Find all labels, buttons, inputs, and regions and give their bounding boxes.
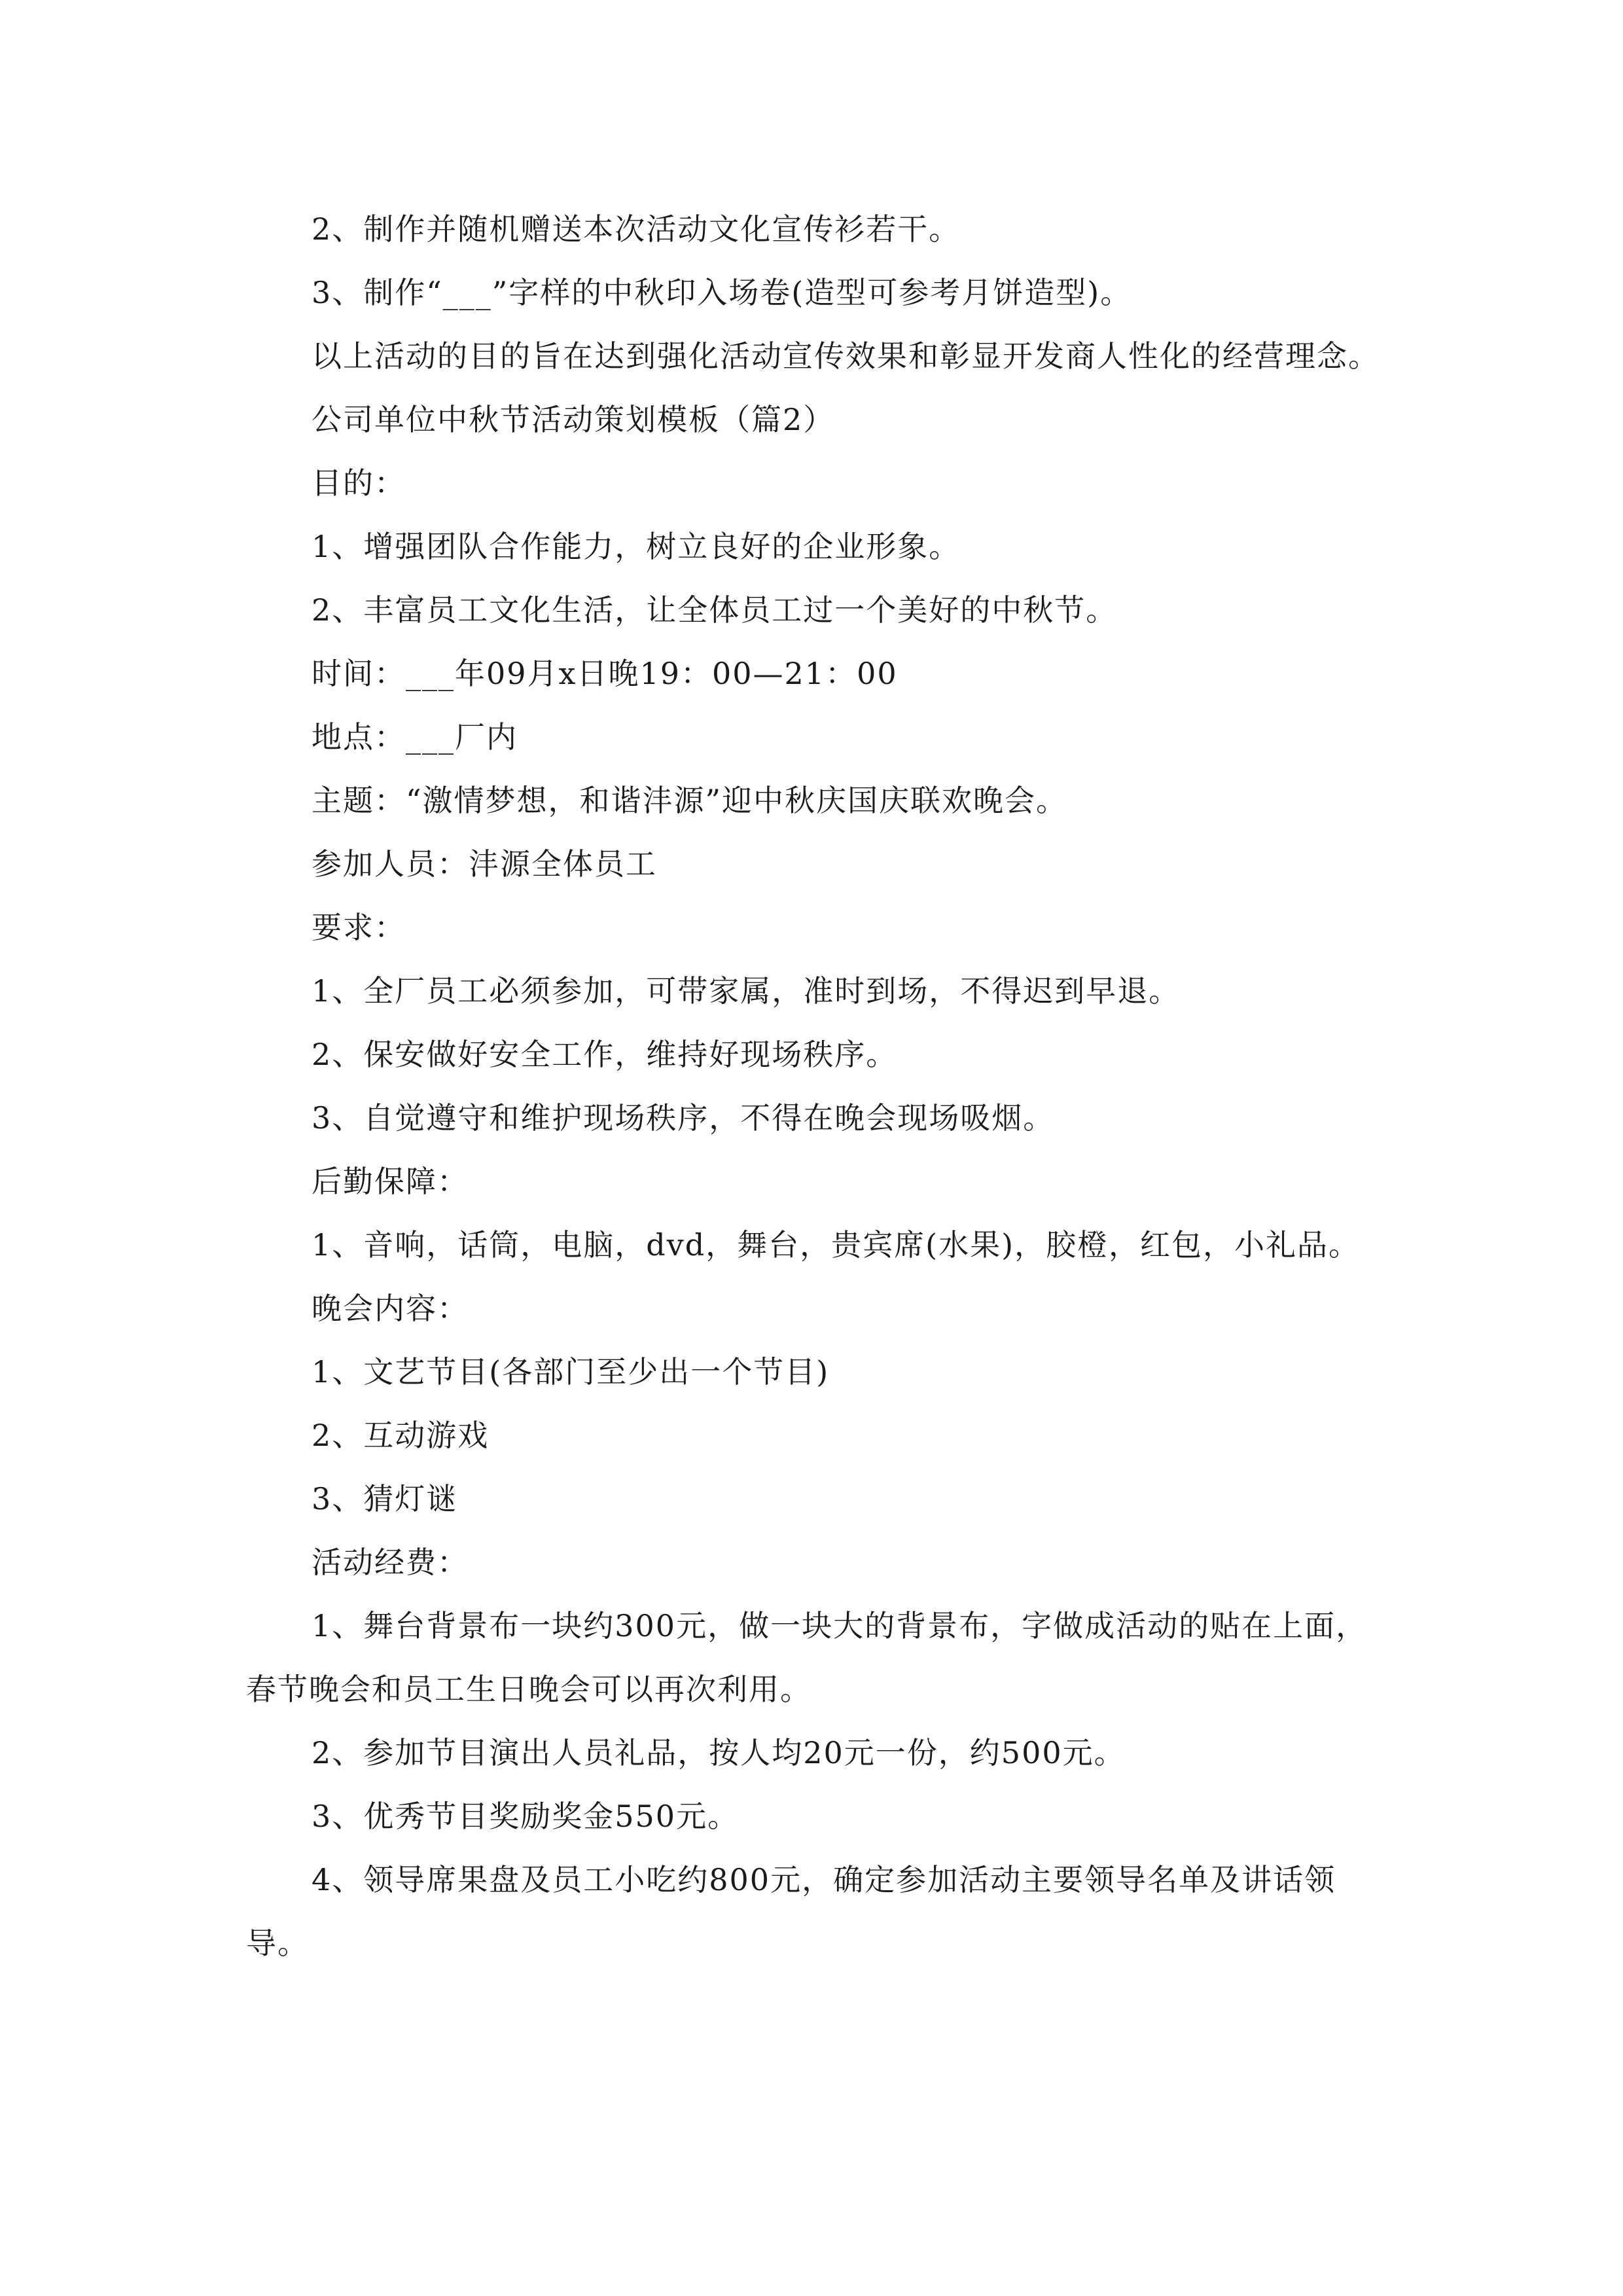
time-line: 时间：___年09月x日晚19：00—21：00 [312, 656, 898, 691]
list-item: 3、制作“___”字样的中秋印入场卷(造型可参考月饼造型)。 [312, 275, 1132, 310]
list-item: 1、音响，话筒，电脑，dvd，舞台，贵宾席(水果)，胶橙，红包，小礼品。 [312, 1227, 1361, 1263]
section-heading: 晚会内容： [312, 1291, 469, 1326]
list-item: 2、参加节目演出人员礼品，按人均20元一份，约500元。 [312, 1735, 1126, 1770]
section-heading: 活动经费： [312, 1545, 469, 1580]
list-item: 4、领导席果盘及员工小吃约800元，确定参加活动主要领导名单及讲话领导。 [246, 1862, 1336, 1961]
list-item: 3、自觉遵守和维护现场秩序，不得在晚会现场吸烟。 [312, 1100, 1055, 1136]
section-title: 公司单位中秋节活动策划模板（篇2） [312, 402, 835, 437]
list-item: 1、全厂员工必须参加，可带家属，准时到场，不得迟到早退。 [312, 973, 1181, 1009]
paragraph: 以上活动的目的旨在达到强化活动宣传效果和彰显开发商人性化的经营理念。 [312, 338, 1380, 374]
list-item: 3、猜灯谜 [312, 1481, 458, 1516]
section-heading: 要求： [312, 910, 406, 945]
list-item: 2、互动游戏 [312, 1418, 490, 1453]
section-heading: 后勤保障： [312, 1164, 469, 1199]
location-line: 地点：___厂内 [312, 719, 518, 755]
participants-line: 参加人员：沣源全体员工 [312, 846, 657, 882]
section-heading: 目的： [312, 465, 406, 501]
theme-line: 主题：“激情梦想，和谐沣源”迎中秋庆国庆联欢晚会。 [312, 783, 1068, 818]
list-item: 2、保安做好安全工作，维持好现场秩序。 [312, 1037, 898, 1072]
document-body [246, 198, 1385, 1975]
list-item: 1、增强团队合作能力，树立良好的企业形象。 [312, 529, 961, 564]
list-item: 2、丰富员工文化生活，让全体员工过一个美好的中秋节。 [312, 592, 1118, 628]
list-item: 2、制作并随机赠送本次活动文化宣传衫若干。 [312, 211, 961, 247]
list-item: 3、优秀节目奖励奖金550元。 [312, 1799, 740, 1834]
list-item: 1、文艺节目(各部门至少出一个节目) [312, 1354, 830, 1390]
list-item: 1、舞台背景布一块约300元，做一块大的背景布，字做成活动的贴在上面，春节晚会和员工生日晚会可以再次利用。 [246, 1608, 1368, 1707]
